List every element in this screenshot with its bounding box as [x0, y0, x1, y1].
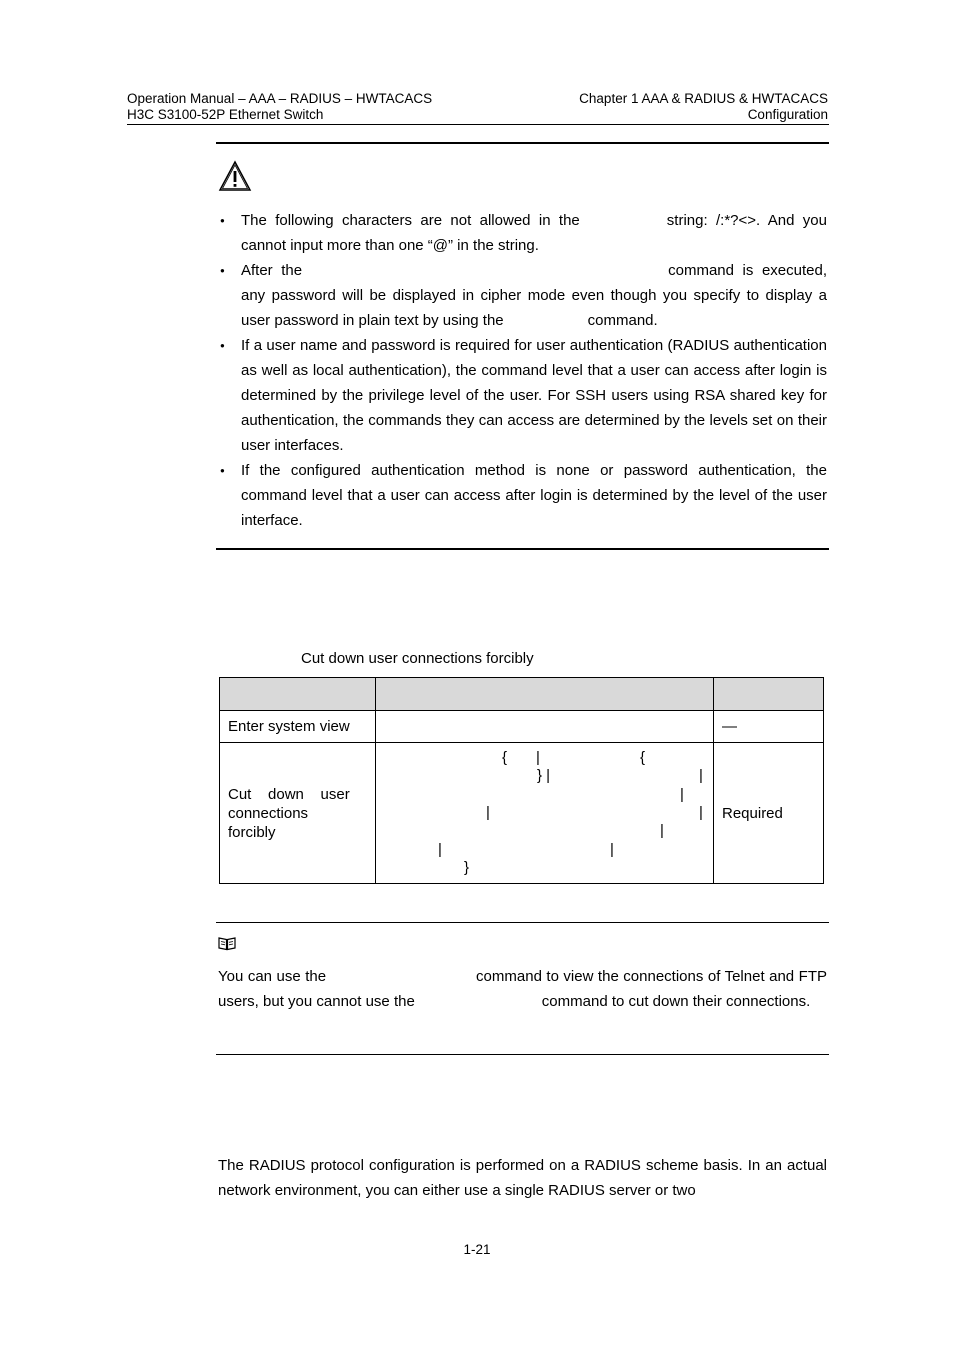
note-text: You can use the command to view the connections of Telnet and FTP users, but you cannot use the command to cut down their connections. — [218, 968, 827, 1010]
section-paragraph: The RADIUS protocol configuration is performed on a RADIUS scheme basis. In an actual network environment, you can either use a single RADIUS server or two — [218, 1157, 827, 1199]
header-cell-description — [714, 678, 824, 711]
command-glyph: | — [680, 786, 684, 803]
header-cell-operation — [220, 678, 376, 711]
command-glyph: | — [536, 749, 540, 766]
manual-title: Operation Manual – AAA – RADIUS – HWTACACS — [127, 91, 433, 106]
description-cell: — — [714, 711, 824, 743]
table-header-row — [220, 678, 824, 711]
caution-item: ● After the command is executed, any password will be displayed in cipher mode even though you specify to display a user password in plain text by using the command. — [218, 258, 827, 333]
book-icon — [218, 936, 236, 956]
note-bottom-rule — [216, 1054, 829, 1055]
caution-top-rule — [216, 142, 829, 144]
operation-cell: Cut down user connections forcibly — [220, 743, 376, 884]
header-left — [127, 91, 432, 123]
header-rule — [127, 124, 829, 125]
caution-item: ● If a user name and password is required for user authentication (RADIUS authentication as well as local authentication), the command level that a user can access after login is determined by the privilege level of the user. For SSH users using RSA shared key for authentication, the commands they can access are determined by the levels set on their user interfaces. — [218, 333, 827, 458]
warning-triangle-icon — [218, 160, 252, 197]
command-glyph: | — [699, 804, 703, 821]
command-glyph: } — [464, 859, 470, 876]
table-row — [220, 743, 824, 884]
caution-list — [218, 208, 827, 533]
header-right — [579, 91, 828, 123]
product-name: H3C S3100-52P Ethernet Switch — [127, 107, 324, 122]
command-glyph: { — [502, 749, 508, 766]
command-glyph: } | — [537, 767, 551, 784]
command-cell — [376, 743, 714, 884]
caution-bottom-rule — [216, 548, 829, 550]
command-glyph: | — [486, 804, 490, 821]
command-glyph: | — [610, 841, 614, 858]
command-glyph: | — [660, 822, 664, 839]
table-caption: Cut down user connections forcibly — [301, 650, 534, 667]
page-number: 1-21 — [463, 1242, 491, 1257]
table-row — [220, 711, 824, 743]
header-cell-command — [376, 678, 714, 711]
command-glyph: | — [699, 767, 703, 784]
caution-item: ● If the configured authentication method is none or password authentication, the command level that a user can access after login is determined by the level of the user interface. — [218, 458, 827, 533]
caution-item: ● The following characters are not allowed in the string: /:*?<>. And you cannot input more than one “@” in the string. — [218, 208, 827, 258]
description-cell: Required — [714, 743, 824, 884]
section-name: Configuration — [747, 107, 828, 122]
command-glyph: | — [438, 841, 442, 858]
note-top-rule — [216, 922, 829, 923]
command-glyph: { — [640, 749, 646, 766]
command-table — [219, 677, 824, 884]
command-cell — [376, 711, 714, 743]
operation-cell: Enter system view — [220, 711, 376, 743]
chapter-title: Chapter 1 AAA & RADIUS & HWTACACS — [579, 91, 828, 106]
